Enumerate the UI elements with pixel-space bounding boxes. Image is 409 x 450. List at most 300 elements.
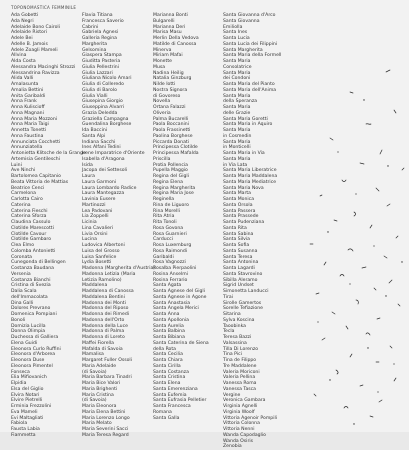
street-name-entry: Santa Lucia dei Filippini bbox=[223, 41, 278, 47]
street-name-entry: delle Grazie bbox=[223, 110, 251, 116]
street-name-entry: Santa Maria bbox=[223, 93, 251, 99]
street-name-entry: Elsa del Giglio bbox=[11, 386, 44, 392]
street-name-entry: (di Savoia) bbox=[82, 398, 107, 404]
street-name-entry: Erminia Frezzolini bbox=[11, 404, 52, 409]
street-name-entry: Regina del Gigli bbox=[153, 174, 189, 179]
street-name-entry: Sigrid Undset bbox=[223, 283, 254, 289]
street-name-entry: Giulia di Barolo bbox=[82, 87, 117, 93]
street-name-entry: Cristina di Svezia bbox=[11, 283, 51, 289]
street-name-entry: Flavia Titiana bbox=[82, 13, 113, 18]
street-name-entry: Giulia Pellestrini bbox=[82, 64, 119, 70]
street-name-entry: Santa Anna bbox=[153, 312, 180, 317]
street-name-entry: della Rota bbox=[153, 346, 176, 352]
street-name-entry: Teresa Bazzi bbox=[223, 335, 252, 340]
street-name-entry: Giuseppina Alvarri bbox=[82, 105, 125, 110]
street-name-entry: Ida Baccini bbox=[82, 128, 108, 133]
street-name-entry: Emiliolla bbox=[223, 24, 243, 30]
street-name-entry: Anita Garibaldi bbox=[11, 93, 46, 99]
street-name-entry: Consolatrice bbox=[223, 64, 252, 70]
street-name-entry: in Cosmedin bbox=[223, 133, 252, 139]
street-name-entry: Santa Maria Nova bbox=[223, 185, 264, 191]
street-name-entry: Santa Margherita bbox=[223, 47, 263, 53]
street-name-entry: Adele Zoagli Mameli bbox=[11, 47, 58, 53]
street-name-entry: Anna Faustina bbox=[11, 133, 44, 139]
street-name-entry: Maria Brighenti bbox=[82, 386, 118, 392]
street-name-entry: Madonna della Luce bbox=[82, 323, 128, 329]
street-name-entry: Costanza Bianchi bbox=[11, 277, 51, 283]
street-name-entry: Amalasunta bbox=[11, 82, 39, 87]
street-name-entry: Rosalba Pierpaolini bbox=[153, 266, 197, 271]
street-name-entry: Marianna Bonti bbox=[153, 13, 188, 18]
street-name-entry: Santa Silvia bbox=[223, 237, 250, 243]
street-name-entry: Carducci bbox=[153, 237, 173, 243]
street-name-entry: della Speranza bbox=[223, 99, 258, 105]
street-name-entry: Licinia bbox=[82, 220, 97, 225]
street-name-entry: Beatrice Cenci bbox=[11, 185, 45, 191]
street-name-entry: Santa Angela Merici bbox=[153, 306, 199, 312]
street-name-entry: Bonoli bbox=[11, 317, 26, 323]
street-name-entry: Santa Maria in Via bbox=[223, 151, 265, 156]
street-name-entry: Fausta Labia bbox=[11, 427, 40, 432]
street-name-entry: Natalia Ginzburg bbox=[153, 76, 192, 82]
street-name-entry: Maria Cristina bbox=[82, 392, 114, 398]
street-name-entry: Monette bbox=[153, 59, 172, 64]
street-name-entry: Madonna dei Monti bbox=[82, 300, 126, 306]
street-name-entry: Santa Lucia bbox=[223, 36, 250, 41]
street-name-entry: Luisa Sanfelice bbox=[82, 254, 117, 260]
street-name-entry: Maddalena di Canossa bbox=[82, 289, 134, 294]
street-name-entry: Rosa Vagnozzi bbox=[153, 260, 186, 266]
street-name-entry: Vanessa Roma bbox=[223, 381, 257, 386]
street-name-entry: Maria Teresa Regard bbox=[82, 432, 129, 438]
street-name-entry: Marisa Masu bbox=[153, 30, 182, 36]
street-name-entry: Santa Monica bbox=[223, 197, 255, 202]
street-name-entry: dell'Immacolata bbox=[11, 294, 48, 300]
street-name-entry: Santa Marta bbox=[223, 191, 252, 197]
street-name-entry: Santa Maria Maddalena bbox=[223, 174, 278, 179]
street-name-entry: Simonetta Landucci bbox=[223, 289, 269, 294]
street-name-entry: Lucina bbox=[82, 237, 97, 243]
street-name-entry: dei Condoni bbox=[223, 76, 251, 82]
street-name-entry: Protia Pollencia bbox=[153, 162, 188, 168]
street-name-entry: Sorelle Tefiazione bbox=[223, 306, 263, 312]
street-name-entry: Rosa Raimondi bbox=[153, 248, 188, 254]
street-name-entry: Graziella Campagna bbox=[82, 116, 129, 122]
street-name-entry: Alessandra Macinghi Strozzi bbox=[11, 64, 76, 70]
street-name-entry: Valeria Pellina bbox=[223, 375, 256, 381]
street-name-entry: Santa Bibiana bbox=[153, 335, 185, 340]
street-name-entry: Indiana Sacchi bbox=[82, 139, 116, 145]
street-name-entry: Santa Emerenziana bbox=[153, 386, 198, 392]
street-name-entry: Santa Giovanna bbox=[223, 18, 260, 24]
street-name-entry: Anna Magnani bbox=[11, 110, 44, 116]
street-name-entry: Maffei Fiorella bbox=[82, 340, 114, 346]
street-name-entry: Paola Frassinetti bbox=[153, 128, 191, 133]
street-name-entry: Giuliana Nicolo Amari bbox=[82, 76, 132, 82]
street-list-column-3 bbox=[153, 13, 217, 421]
street-name-entry: Giuditta Pasteria bbox=[82, 59, 121, 64]
street-name-entry: Maddalena Bentini bbox=[82, 294, 125, 300]
street-name-entry: Santa Caterina de Siena bbox=[153, 340, 209, 346]
street-name-entry: Gelsomina bbox=[82, 47, 107, 53]
street-name-entry: Santa Prassede bbox=[223, 214, 259, 220]
street-name-entry: Clea Elmo bbox=[11, 243, 35, 248]
street-name-entry: Bartolomea Capitanio bbox=[11, 174, 61, 179]
street-name-entry: Maria Adelaide bbox=[82, 363, 117, 369]
street-name-entry: Taoobinka bbox=[223, 323, 246, 329]
street-name-entry: Rita Tonoli bbox=[153, 220, 177, 225]
street-name-entry: Domenica Pompiani bbox=[11, 312, 57, 317]
street-name-entry: Eleonora d'Arborea bbox=[11, 352, 56, 358]
street-name-entry: Veronica Gambara bbox=[223, 398, 266, 404]
street-name-entry: Vanessa Tasca bbox=[223, 386, 256, 392]
street-name-entry: Dolores Prevrano bbox=[11, 306, 51, 312]
street-name-entry: Clotilde Marescotti bbox=[11, 225, 54, 231]
street-name-entry: Elpidia bbox=[11, 381, 27, 386]
street-name-entry: Costanza Baudana bbox=[11, 266, 54, 271]
street-name-entry: Ines Alfani Tedini bbox=[82, 145, 121, 151]
street-name-entry: Fiammetta bbox=[11, 432, 36, 438]
street-name-entry: Santa Elena bbox=[153, 381, 181, 386]
street-name-entry: Carmelona bbox=[11, 191, 36, 197]
street-name-entry: Giaspera Stampa bbox=[82, 53, 122, 59]
street-name-entry: Giulia di Colleredo bbox=[82, 82, 124, 87]
street-name-entry: in Via Lata bbox=[223, 162, 248, 168]
street-name-entry: Margaret Fuller Ossoli bbox=[82, 358, 132, 363]
street-name-entry: Duchessa di Galliera bbox=[11, 335, 59, 340]
street-name-entry: Jacopa dei Settesoli bbox=[82, 168, 128, 174]
street-name-entry: Maria Lorenzo Longo bbox=[82, 415, 130, 421]
street-name-entry: Vittoria Agenoir Pompili bbox=[223, 415, 278, 421]
street-name-entry: Sitarina bbox=[223, 312, 241, 317]
street-name-entry: Virginia Woolf bbox=[223, 409, 255, 415]
street-name-entry: Santa Teresa bbox=[223, 254, 253, 260]
street-name-entry: Laura bbox=[82, 174, 95, 179]
street-name-entry: Donna Olimpia bbox=[11, 329, 46, 335]
street-name-entry: Annunziatella bbox=[11, 145, 43, 151]
street-name-entry: Amalia Bettini bbox=[11, 87, 44, 93]
street-name-entry: Nadina Heilig bbox=[153, 70, 184, 76]
street-name-entry: Novella bbox=[153, 99, 171, 105]
street-name-entry: Principessa Clotilde bbox=[153, 145, 198, 151]
street-name-entry: Ave Ninchi bbox=[11, 168, 36, 174]
street-name-entry: Francesca Saverio bbox=[82, 18, 124, 24]
street-name-entry: Principessa Mafalda bbox=[153, 151, 199, 156]
street-name-entry: Santa Maria bbox=[223, 128, 251, 133]
street-name-entry: Martinozzi bbox=[82, 202, 106, 208]
street-name-entry: Santa Chiara bbox=[153, 358, 183, 363]
street-name-entry: Nostra Signora bbox=[153, 87, 188, 93]
street-name-entry: Santa Maria della Formell bbox=[223, 53, 282, 59]
street-name-entry: Elena Guidi bbox=[11, 340, 38, 346]
street-name-entry: Carlotta Cairo bbox=[11, 197, 43, 202]
street-name-entry: Santa Maria bbox=[223, 70, 251, 76]
street-name-entry: Caterina bbox=[11, 202, 31, 208]
street-name-entry: Rosina Anselmi bbox=[153, 271, 188, 277]
street-name-entry: Rosina Ferrario bbox=[153, 277, 188, 283]
street-name-entry: Santa Galla bbox=[153, 415, 180, 421]
street-name-entry: Rosa Govona bbox=[153, 225, 184, 231]
street-name-entry: Alda Costa bbox=[11, 59, 36, 64]
street-name-entry: Madonna (Margherita d'Austria) bbox=[82, 266, 156, 271]
street-name-entry: Ada Negri bbox=[11, 18, 34, 24]
street-name-entry: Luisa del Grosso bbox=[82, 248, 120, 254]
street-name-entry: Lydia Bosetti bbox=[82, 260, 112, 266]
street-name-entry: Santa Anastasia bbox=[153, 300, 191, 306]
street-name-entry: Caterina Fieschi bbox=[11, 208, 48, 214]
street-name-entry: Maria Elena Bettini bbox=[82, 409, 126, 415]
street-name-entry: Beata Vittoria de Mattias bbox=[11, 179, 69, 185]
street-name-entry: Colomba Antonietti bbox=[11, 248, 56, 254]
scattered-marks-illustration bbox=[290, 0, 409, 432]
street-name-entry: Santa Pudenziana bbox=[223, 220, 265, 225]
street-name-entry: Santa Maria bbox=[223, 156, 251, 162]
street-name-entry: Tecla bbox=[223, 329, 235, 335]
street-name-entry: Santa Sofia bbox=[223, 243, 250, 248]
street-name-entry: Santa Stavrovino bbox=[223, 271, 263, 277]
street-name-entry: Musa bbox=[153, 64, 166, 70]
street-name-entry: Reginella bbox=[153, 197, 175, 202]
street-name-entry: Santa Costanza bbox=[153, 369, 189, 375]
street-name-entry: Santa Maria del Pianto bbox=[223, 82, 275, 87]
street-name-entry: Elia Mifiovanich bbox=[11, 375, 47, 381]
street-name-entry: Irene Imparatrice d'Oriente bbox=[82, 151, 145, 156]
street-name-entry: Maddalena bbox=[82, 283, 108, 289]
street-name-entry: Santa Aurelia bbox=[153, 323, 184, 329]
street-name-entry: Santa Agnese in Agone bbox=[153, 294, 207, 300]
street-name-entry: Artemisia Gentileschi bbox=[11, 156, 60, 162]
street-name-entry: Santa Eufemia bbox=[153, 392, 187, 398]
street-name-entry: Santa Ines bbox=[223, 30, 248, 36]
street-name-entry: Mamalisa bbox=[82, 352, 104, 358]
street-name-entry: Santa Lagardi bbox=[223, 266, 255, 271]
street-name-entry: Tre Maddalene bbox=[223, 363, 257, 369]
street-name-entry: Santa Sabina bbox=[223, 231, 254, 237]
street-name-entry: Virginia Agnelli bbox=[223, 404, 258, 409]
street-name-entry: Vittoria Nenni bbox=[223, 427, 255, 432]
street-name-entry: Lavinia Eusere bbox=[82, 197, 116, 202]
street-name-entry: Piccarda Donati bbox=[153, 139, 189, 145]
street-name-entry: Adelaide Ristori bbox=[11, 30, 48, 36]
street-name-entry: Fonseca bbox=[11, 369, 30, 375]
street-name-entry: Lia Zoppelli bbox=[82, 214, 109, 220]
street-name-entry: Rosa Luxemburg bbox=[153, 243, 192, 248]
street-name-entry: Tirai bbox=[223, 294, 233, 300]
street-name-entry: Gabriela Agnesi bbox=[82, 30, 119, 36]
street-name-entry: Paola Boccanini bbox=[153, 122, 189, 128]
street-name-entry: Santa Agnese del Gigli bbox=[153, 289, 205, 294]
street-name-entry: Guendalina Borghese bbox=[82, 122, 132, 128]
street-name-entry: Santa Cirilla bbox=[153, 363, 181, 369]
street-name-entry: Galleria Regina bbox=[82, 36, 117, 41]
street-name-entry: Madonna del Riposo bbox=[82, 306, 129, 312]
street-name-entry: Domizia Lucilla bbox=[11, 323, 46, 329]
street-name-entry: Rita Atria bbox=[153, 214, 175, 220]
street-name-entry: Rina de Liguoro bbox=[153, 202, 189, 208]
street-name-entry: Rina Morelli bbox=[153, 208, 180, 214]
document-heading: TOPONOMASTICA FEMMINILE bbox=[11, 5, 77, 10]
street-name-entry: Tina Pici bbox=[223, 352, 242, 358]
street-name-entry: Minerva bbox=[153, 47, 172, 53]
street-name-entry: Caterina Sforza bbox=[11, 214, 47, 220]
street-list-column-1 bbox=[11, 13, 86, 439]
street-name-entry: Regina Margherita bbox=[153, 185, 196, 191]
street-name-entry: in Monticelli bbox=[223, 145, 251, 151]
street-name-entry: Santa Susanna bbox=[223, 248, 258, 254]
street-name-entry: Eleonora Pimentel bbox=[11, 363, 53, 369]
street-name-entry: Dalia Scala bbox=[11, 289, 37, 294]
street-name-entry: Eleonora Duse bbox=[11, 358, 45, 363]
street-name-entry: Paolina Borghese bbox=[153, 133, 193, 139]
street-name-entry: Santa Cristina bbox=[153, 375, 186, 381]
street-name-entry: Sirolle Gamertos bbox=[223, 300, 262, 306]
street-name-entry: Margherita bbox=[82, 41, 108, 47]
street-name-entry: Miriam Mafai bbox=[153, 53, 183, 59]
street-name-entry: Santa Cecilia bbox=[153, 352, 183, 358]
street-name-entry: Santa Maria dell'Anima bbox=[223, 87, 277, 93]
street-name-entry: Adelle B. Jamois bbox=[11, 41, 48, 47]
street-name-entry: Tina de Filippo bbox=[223, 358, 257, 363]
street-name-entry: Valsassina bbox=[223, 340, 247, 346]
street-name-entry: Laura Garmoni bbox=[82, 179, 117, 185]
street-name-entry: Sylva Koscina bbox=[223, 317, 255, 323]
street-name-entry: Eleonora Curlo Ruffini bbox=[11, 346, 61, 352]
street-name-entry: Palma Bucarelli bbox=[153, 116, 189, 122]
street-name-entry: Nilde Iotti bbox=[153, 82, 176, 87]
street-name-entry: Santa Apollonia bbox=[153, 317, 189, 323]
street-name-entry: Santa Maria bbox=[223, 139, 251, 145]
street-name-entry: Elvire Pietrelli bbox=[11, 398, 43, 404]
street-name-entry: Allvina bbox=[11, 53, 27, 59]
street-name-entry: Mafalda di Savoia bbox=[82, 346, 123, 352]
street-name-entry: Santa Francesca bbox=[153, 404, 191, 409]
street-name-entry: Fabiola bbox=[11, 421, 28, 427]
street-name-entry: Zenobia bbox=[223, 444, 242, 450]
street-name-entry: Annetta Tonetti bbox=[11, 128, 47, 133]
street-name-entry: Santa Agata bbox=[153, 283, 182, 289]
street-name-entry: Cunegonda di Bellingen bbox=[11, 260, 66, 266]
street-name-entry: Laura Lombardo Radice bbox=[82, 185, 137, 191]
street-name-entry: Maria Melato bbox=[82, 421, 112, 427]
street-name-entry: Antonietta Klitsche de la Grange bbox=[11, 151, 86, 156]
street-name-entry: Sibilla Aleramo bbox=[223, 277, 258, 283]
street-name-entry: Regina Maria Jose bbox=[153, 191, 194, 197]
street-name-entry: Clotilde Gambaro bbox=[11, 237, 52, 243]
street-name-entry: Vittoria Colonna bbox=[223, 421, 260, 427]
street-name-entry: Madonna di Palma bbox=[82, 329, 125, 335]
street-name-entry: (di Savoia) bbox=[82, 369, 107, 375]
street-name-entry: Santa Balbina bbox=[153, 329, 185, 335]
street-name-entry: Eva Mameli bbox=[11, 409, 38, 415]
street-name-entry: Madonna Letizia (Maria bbox=[82, 271, 136, 277]
street-name-entry: Matilde di Canossa bbox=[153, 41, 197, 47]
street-name-entry: Versenia bbox=[11, 271, 31, 277]
street-name-entry: Priscilla bbox=[153, 156, 171, 162]
street-list-column-2 bbox=[82, 13, 156, 439]
street-name-entry: Bulgarelli bbox=[153, 18, 175, 24]
street-name-entry: Giulia Vialli bbox=[82, 93, 108, 99]
street-name-entry: Laura Mantegazza bbox=[82, 191, 125, 197]
street-name-entry: Maria Eleonora bbox=[82, 404, 117, 409]
street-name-entry: Ada Gobetti bbox=[11, 13, 39, 18]
street-name-entry: Ludovica Albertoni bbox=[82, 243, 125, 248]
street-name-entry: Santa Maria in Aquiro bbox=[223, 122, 273, 128]
street-name-entry: Santa Maria Liberatrice bbox=[223, 168, 277, 174]
street-name-entry: Santa Rita bbox=[223, 225, 247, 231]
street-name-entry: Cabrini bbox=[82, 24, 99, 30]
street-name-entry: Santa Orsola bbox=[223, 202, 253, 208]
street-name-entry: Claudina Cassulo bbox=[11, 220, 51, 225]
street-name-entry: Regina Elena bbox=[153, 179, 183, 185]
street-name-entry: Santa Alpi bbox=[82, 133, 106, 139]
street-name-entry: Isida bbox=[82, 162, 93, 168]
street-name-entry: Alida Valli bbox=[11, 76, 34, 82]
street-name-entry: Valeria Moriconi bbox=[223, 369, 260, 375]
street-name-entry: Romana bbox=[153, 409, 172, 415]
street-name-entry: di Govoreso bbox=[153, 93, 181, 99]
street-name-entry: Madonna dei Rimedi bbox=[82, 312, 130, 317]
street-name-entry: Anna Maria Taigi bbox=[11, 122, 49, 128]
street-name-entry: Annunciata Cocchetti bbox=[11, 139, 61, 145]
street-name-entry: Giulia Lazzari bbox=[82, 70, 113, 76]
street-name-entry: Santa Eufrasia Pelletier bbox=[153, 398, 207, 404]
street-name-entry: Maria Severini Sacci bbox=[82, 427, 129, 432]
street-name-entry: Wanda Osiris bbox=[223, 438, 254, 444]
street-name-entry: Santa Maria Goretti bbox=[223, 116, 268, 122]
street-name-entry: Adele Bei bbox=[11, 36, 33, 41]
street-name-entry: Lea Padovani bbox=[82, 208, 113, 214]
street-name-entry: Wanda Capodaglio bbox=[223, 432, 266, 438]
street-name-entry: Isabella d'Aragona bbox=[82, 156, 125, 162]
street-name-entry: Santa Maria bbox=[223, 59, 251, 64]
street-name-entry: Letizia Ramolino) bbox=[82, 277, 122, 283]
street-name-entry: Maria Barbara Tinadri bbox=[82, 375, 132, 381]
street-name-entry: Coronata bbox=[11, 254, 32, 260]
street-name-entry: Pupella Maggio bbox=[153, 168, 188, 174]
street-name-entry: Alessandrina Ravizza bbox=[11, 70, 60, 76]
street-name-entry: Garibaldi bbox=[153, 254, 174, 260]
street-name-entry: Elvira Notari bbox=[11, 392, 40, 398]
street-name-entry: Santa Maria bbox=[223, 105, 251, 110]
street-name-entry: Anna Kuliscioff bbox=[11, 105, 45, 110]
street-name-entry: Anna Maria Mozzoni bbox=[11, 116, 58, 122]
street-list-column-4 bbox=[223, 13, 287, 450]
street-name-entry: Clotilde Cavour bbox=[11, 231, 47, 237]
street-name-entry: Santa Maria Mediatrice bbox=[223, 179, 277, 185]
street-name-entry: Anna Frank bbox=[11, 99, 37, 105]
street-name-entry: Evi Maltagliati bbox=[11, 415, 44, 421]
street-name-entry: Adelaide Bono Cairoli bbox=[11, 24, 60, 30]
street-name-entry: Madonna dell'Orto bbox=[82, 317, 125, 323]
street-name-entry: Ortana Falazzi bbox=[153, 105, 186, 110]
street-name-entry: Madonna di Loreto bbox=[82, 335, 125, 340]
street-name-entry: Maria Bice Valori bbox=[82, 381, 121, 386]
street-name-entry: Dina Galli bbox=[11, 300, 34, 306]
street-name-entry: Lina Cavalieri bbox=[82, 225, 114, 231]
street-name-entry: Santa Passera bbox=[223, 208, 256, 214]
street-name-entry: Marianna Deri bbox=[153, 24, 186, 30]
street-name-entry: Livia Orsini bbox=[82, 231, 108, 237]
street-name-entry: Santa Giovanna d'Arco bbox=[223, 13, 276, 18]
street-name-entry: Tilla Di Lorenzo bbox=[223, 346, 259, 352]
street-name-entry: Merlin Della Vedova bbox=[153, 36, 199, 41]
street-name-entry: Oliveria bbox=[153, 110, 171, 116]
street-name-entry: Giusepina Giorgio bbox=[82, 99, 123, 105]
street-name-entry: Vergine bbox=[223, 392, 241, 398]
street-name-entry: Grazia Deledda bbox=[82, 110, 118, 116]
street-name-entry: Luini bbox=[11, 162, 22, 168]
street-name-entry: Rosa Guarnieri bbox=[153, 231, 187, 237]
